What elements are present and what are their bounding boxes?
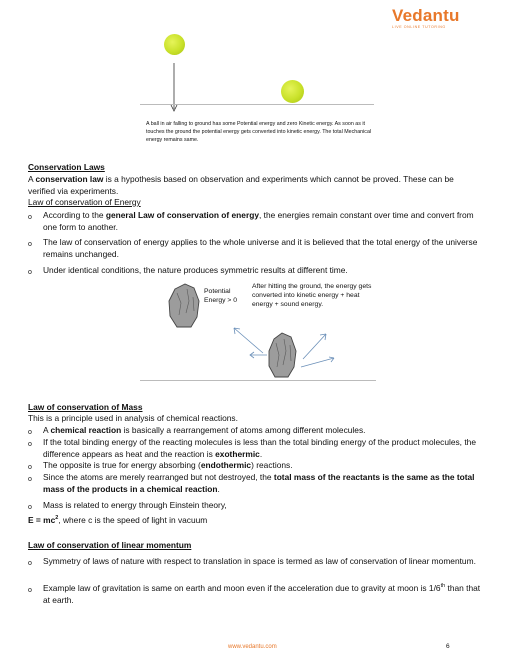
logo-tagline: LIVE ONLINE TUTORING bbox=[392, 25, 446, 29]
energy-conversion-label: After hitting the ground, the energy gets converted into kinetic energy + heat energy + sound energy. bbox=[252, 283, 372, 308]
section-heading-mass: Law of conservation of Mass bbox=[28, 402, 143, 412]
list-item: o Symmetry of laws of nature with respect to translation in space is termed as law of conservation of linear momentum. bbox=[28, 556, 483, 580]
page-number: 6 bbox=[446, 643, 450, 650]
potential-energy-label: Potential Energy > 0 bbox=[204, 288, 238, 304]
einstein-formula: $E = mc^2$, where c is the speed of light in vacuum bbox=[28, 515, 208, 525]
rock-ground-icon bbox=[267, 331, 297, 379]
arrow-right-icon bbox=[300, 355, 336, 369]
list-item: o A chemical reaction is basically a rearrangement of atoms among different molecules. bbox=[28, 425, 483, 437]
bullet-icon: o bbox=[28, 464, 32, 471]
bullet-icon: o bbox=[28, 504, 32, 511]
mass-intro: This is a principle used in analysis of chemical reactions. bbox=[28, 413, 238, 423]
ball-top-icon bbox=[164, 34, 185, 55]
list-item: o Example law of gravitation is same on earth and moon even if the acceleration due to gravity at moon is 1/6th than that at earth. bbox=[28, 583, 481, 605]
arrow-left-icon bbox=[248, 349, 268, 361]
sub-heading-energy: Law of conservation of Energy bbox=[28, 197, 141, 207]
ground-line bbox=[140, 380, 376, 381]
rock-top-icon bbox=[167, 283, 201, 329]
footer-url-link[interactable]: www.vedantu.com bbox=[228, 644, 277, 650]
list-item: o The law of conservation of energy applies to the whole universe and it is believed that the total energy of the universe remains unchanged. bbox=[28, 237, 478, 259]
list-item: o Since the atoms are merely rearranged but not destroyed, the total mass of the reactants is the same as the total mass of the products in a chemical reaction. bbox=[28, 472, 475, 494]
list-item: o The opposite is true for energy absorbing (endothermic) reactions. bbox=[28, 460, 483, 472]
conservation-intro: A conservation law is a hypothesis based on observation and experiments which cannot be proved. These can be verified via experiments. bbox=[28, 174, 454, 196]
fall-arrow-icon bbox=[169, 63, 179, 113]
bullet-icon: o bbox=[28, 214, 32, 221]
bullet-icon: o bbox=[28, 269, 32, 276]
bullet-icon: o bbox=[28, 441, 32, 448]
rock-figure bbox=[140, 277, 380, 385]
vedantu-logo bbox=[392, 6, 484, 32]
ground-line bbox=[140, 104, 374, 105]
ball-ground-icon bbox=[281, 80, 304, 103]
list-item: o If the total binding energy of the reacting molecules is less than the total binding energy of the product molecules, the difference appears as heat and the reaction is exothermic. bbox=[28, 437, 476, 459]
section-heading-conservation-laws: Conservation Laws bbox=[28, 162, 105, 172]
list-item: o Mass is related to energy through Einstein theory, bbox=[28, 500, 483, 512]
bullet-icon: o bbox=[28, 429, 32, 436]
bullet-icon: o bbox=[28, 241, 32, 248]
falling-ball-figure bbox=[140, 25, 380, 120]
list-item: o According to the general Law of conservation of energy, the energies remain constant over time and convert from one form to another. bbox=[28, 210, 474, 232]
list-item: o Under identical conditions, the nature produces symmetric results at different time. bbox=[28, 265, 483, 277]
figure-caption: A ball in air falling to ground has some Potential energy and zero Kinetic energy. As soon as it touches the ground the potential energy gets converted into kinetic energy. The total Mechanical energy remains same. bbox=[146, 121, 372, 143]
bullet-icon: o bbox=[28, 476, 32, 483]
section-heading-momentum: Law of conservation of linear momentum bbox=[28, 540, 192, 550]
logo-wordmark: Vedantu bbox=[392, 6, 460, 25]
bullet-icon: o bbox=[28, 587, 32, 594]
bullet-icon: o bbox=[28, 560, 32, 567]
